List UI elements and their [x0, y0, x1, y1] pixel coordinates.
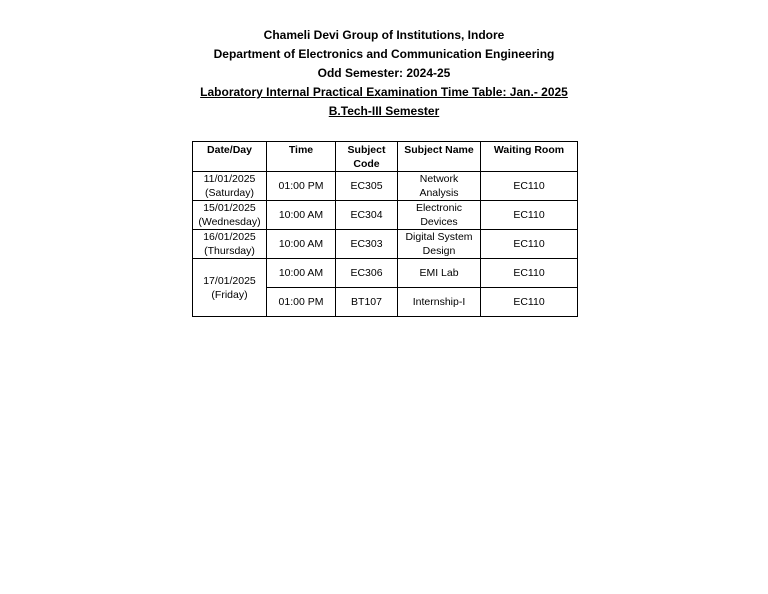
program-text: B.Tech-III Semester: [328, 104, 440, 118]
time-cell: 10:00 AM: [267, 230, 336, 259]
table-header-row: [193, 142, 578, 172]
program-line: [0, 102, 768, 121]
date-day-cell: [193, 201, 267, 230]
department-name: Department of Electronics and Communication Engineering: [213, 47, 555, 61]
column-header-subject-name: Subject Name: [398, 142, 481, 172]
time-cell: 10:00 AM: [267, 201, 336, 230]
subject-code-cell: EC306: [336, 259, 398, 288]
date-text: 15/01/2025: [203, 202, 256, 214]
table-row: [193, 172, 578, 201]
document-header: [0, 26, 768, 121]
waiting-room-cell: EC110: [481, 201, 578, 230]
date-day-cell: [193, 172, 267, 201]
column-header-waiting-room: Waiting Room: [481, 142, 578, 172]
column-header-date-day: Date/Day: [193, 142, 267, 172]
date-text: 17/01/2025: [203, 274, 256, 287]
time-cell: 10:00 AM: [267, 259, 336, 288]
waiting-room-cell: EC110: [481, 172, 578, 201]
date-text: 11/01/2025: [203, 173, 256, 185]
subject-code-cell: EC305: [336, 172, 398, 201]
subject-name-cell: Network Analysis: [398, 172, 481, 201]
subject-code-cell: EC304: [336, 201, 398, 230]
time-cell: 01:00 PM: [267, 288, 336, 317]
column-header-time: Time: [267, 142, 336, 172]
date-day-cell: [193, 230, 267, 259]
column-header-subject-code: Subject Code: [336, 142, 398, 172]
exam-title-text: Laboratory Internal Practical Examination Time Table: Jan.- 2025: [200, 85, 568, 99]
table-row: [193, 201, 578, 230]
table-row: [193, 230, 578, 259]
waiting-room-cell: EC110: [481, 230, 578, 259]
waiting-room-cell: EC110: [481, 259, 578, 288]
day-text: (Wednesday): [198, 216, 261, 228]
date-day-cell: [193, 259, 267, 317]
exam-title: [0, 83, 768, 102]
waiting-room-cell: EC110: [481, 288, 578, 317]
subject-code-cell: EC303: [336, 230, 398, 259]
subject-name-cell: Digital System Design: [398, 230, 481, 259]
table-row: [193, 259, 578, 288]
day-text: (Saturday): [204, 187, 255, 199]
date-text: 16/01/2025: [203, 231, 256, 243]
subject-name-cell: Electronic Devices: [398, 201, 481, 230]
subject-name-cell: EMI Lab: [398, 259, 481, 288]
institution-name: Chameli Devi Group of Institutions, Indore: [263, 28, 505, 42]
semester-line: Odd Semester: 2024-25: [317, 66, 451, 80]
subject-code-cell: BT107: [336, 288, 398, 317]
day-text: (Friday): [211, 288, 248, 301]
day-text: (Thursday): [204, 245, 255, 257]
subject-name-cell: Internship-I: [398, 288, 481, 317]
time-cell: 01:00 PM: [267, 172, 336, 201]
timetable: [192, 141, 578, 317]
